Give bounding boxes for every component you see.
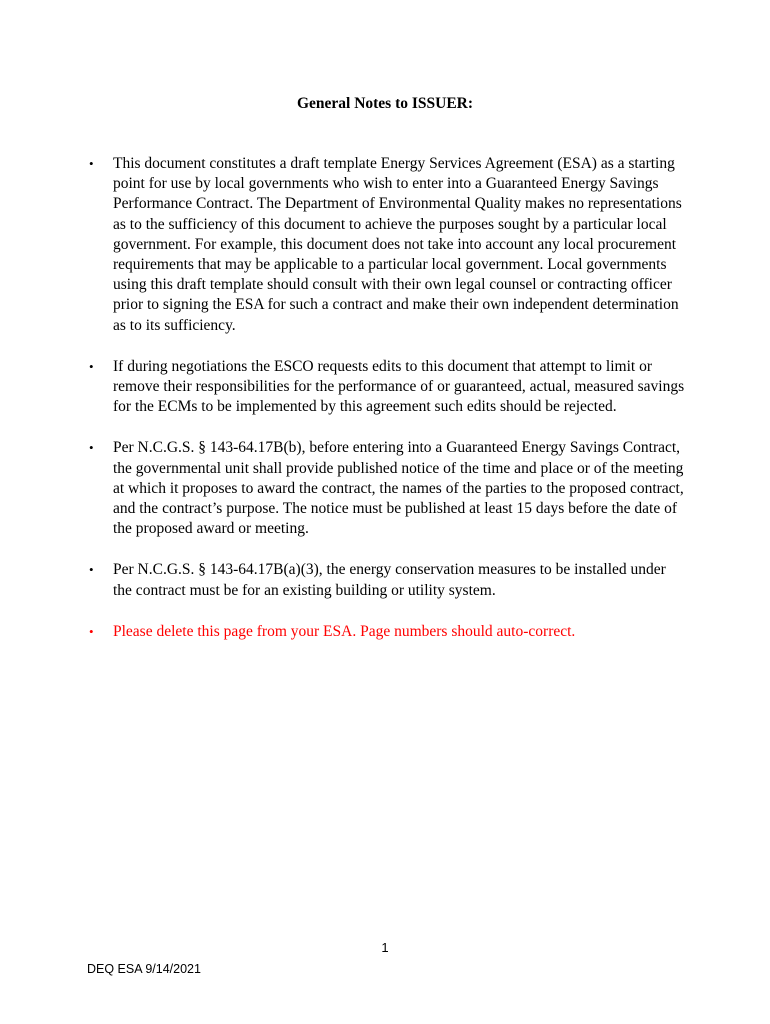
note-text: If during negotiations the ESCO requests edits to this document that attempt to limit or remove their responsibilities for the performance of or guaranteed, actual, measured savings for the ECMs to be implemented by this agreement such edits should be rejected. [113, 357, 685, 416]
bullet-icon: • [89, 440, 94, 456]
note-item [87, 438, 687, 539]
general-notes-list [87, 154, 687, 663]
delete-page-warning [87, 622, 687, 642]
note-text: Per N.C.G.S. § 143-64.17B(b), before entering into a Guaranteed Energy Savings Contract, the governmental unit shall provide published notice of the time and place or of the meeting at which it proposes to award the contract, the names of the parties to the proposed contract, and the contract’s purpose. The notice must be published at least 15 days before the date of the proposed award or meeting. [113, 439, 684, 538]
bullet-icon: • [89, 358, 94, 374]
note-item [87, 560, 687, 600]
note-item [87, 154, 687, 336]
bullet-icon: • [89, 562, 94, 578]
page-number: 1 [381, 940, 389, 955]
warning-text: Please delete this page from your ESA. Page numbers should auto-correct. [113, 622, 576, 640]
note-item [87, 357, 687, 418]
bullet-icon: • [89, 623, 94, 639]
bullet-icon: • [89, 156, 94, 171]
page-title: General Notes to ISSUER: [296, 95, 474, 112]
footer-label: DEQ ESA 9/14/2021 [87, 962, 201, 976]
note-text: This document constitutes a draft template Energy Services Agreement (ESA) as a starting point for use by local governments who wish to enter into a Guaranteed Energy Savings Performance Contract. The Department of Environmental Quality makes no representations as to the sufficiency of this document to achieve the purposes sought by a particular local government. For example, this document does not take into account any local procurement requirements that may be applicable to a particular local government. Local governments using this draft template should consult with their own legal counsel or contracting officer prior to signing the ESA for such a contract and make their own independent determination as to its sufficiency. [113, 155, 682, 334]
note-text: Per N.C.G.S. § 143-64.17B(a)(3), the energy conservation measures to be installed under the contract must be for an existing building or utility system. [113, 561, 666, 599]
